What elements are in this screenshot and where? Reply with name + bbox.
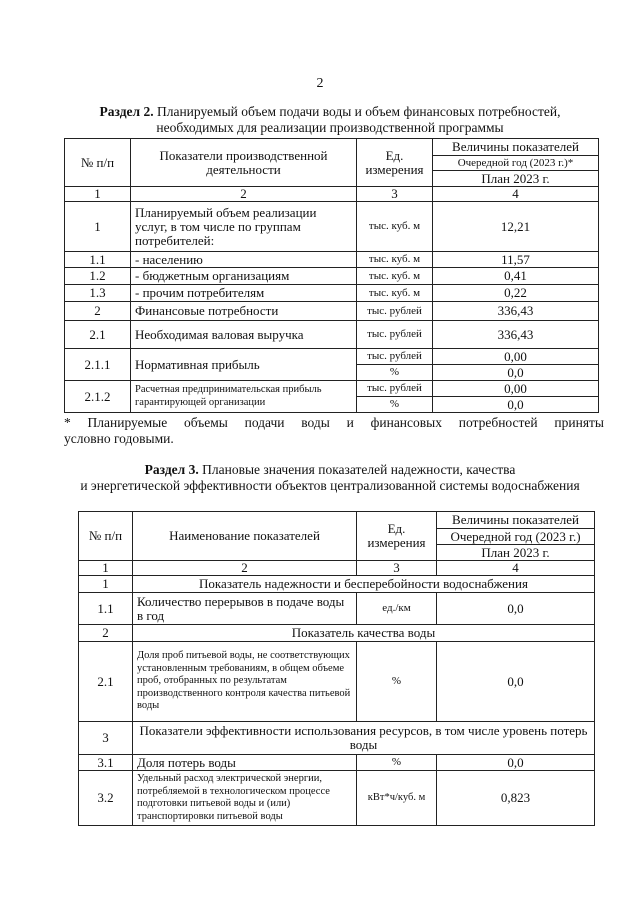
row-unit: кВт*ч/куб. м [357,771,437,826]
row-value: 0,00 [433,381,599,397]
table-row [65,302,599,321]
row-unit: % [357,397,433,413]
row-num: 2.1.1 [65,349,131,381]
section2-table [64,138,599,413]
row-num: 3.2 [79,771,133,826]
row-name: - прочим потребителям [131,285,357,302]
group-num: 1 [79,576,133,593]
footnote-line2: условно годовыми. [64,431,174,446]
row-value: 0,0 [433,397,599,413]
row-unit: тыс. рублей [357,349,433,365]
group-num: 2 [79,625,133,642]
row-value: 0,0 [437,755,595,771]
s3-head-plan: План 2023 г. [437,545,595,561]
section2-title-line1: Планируемый объем подачи воды и объем финансовых потребностей, [153,104,561,119]
row-name: - бюджетным организациям [131,268,357,285]
row-value: 0,0 [433,365,599,381]
row-unit: ед./км [357,593,437,625]
section3-table [78,511,595,826]
table-row [65,202,599,252]
table-row [65,321,599,349]
s2-head-unit: Ед. измерения [357,139,433,187]
row-num: 2.1 [79,642,133,722]
table-row [65,268,599,285]
row-value: 0,0 [437,642,595,722]
group-row [79,625,595,642]
table-row [65,252,599,268]
section2-title-line2: необходимых для реализации производственной программы [156,120,504,135]
section3-heading [50,462,610,494]
row-value: 0,00 [433,349,599,365]
row-unit: тыс. куб. м [357,285,433,302]
row-name: - населению [131,252,357,268]
s2-head-values: Величины показателей [433,139,599,156]
row-value: 0,22 [433,285,599,302]
s2-head-num: № п/п [65,139,131,187]
table-row [79,642,595,722]
section3-title-bold: Раздел 3. [144,462,199,477]
row-name: Удельный расход электрической энергии, потребляемой в технологическом процессе подготовки питьевой воды и (или) транспортировки питьевой воды [133,771,357,826]
row-unit: тыс. рублей [357,381,433,397]
row-num: 1.2 [65,268,131,285]
s3-head-next-year: Очередной год (2023 г.) [437,529,595,545]
page-number: 2 [316,76,324,91]
row-name: Доля потерь воды [133,755,357,771]
s3-head-num: № п/п [79,512,133,561]
row-unit: тыс. рублей [357,302,433,321]
group-title: Показатель качества воды [133,625,595,642]
table-row [65,349,599,365]
s3-head-unit: Ед. измерения [357,512,437,561]
row-value: 0,0 [437,593,595,625]
row-unit: % [357,365,433,381]
footnote-line1: * Планируемые объемы подачи воды и финансовых потребностей приняты [64,415,604,430]
row-num: 1.1 [65,252,131,268]
row-value: 0,823 [437,771,595,826]
row-name: Расчетная предпринимательская прибыль гарантирующей организации [131,381,357,413]
s2-head-plan: План 2023 г. [433,171,599,187]
row-num: 2.1 [65,321,131,349]
table-row [79,593,595,625]
row-name: Необходимая валовая выручка [131,321,357,349]
row-name: Финансовые потребности [131,302,357,321]
table-row [65,285,599,302]
row-unit: % [357,755,437,771]
row-num: 1.3 [65,285,131,302]
section3-title-line2: и энергетической эффективности объектов централизованной системы водоснабжения [80,478,580,493]
s3-head-values: Величины показателей [437,512,595,529]
group-title: Показатели эффективности использования ресурсов, в том числе уровень потерь воды [133,722,595,755]
s3-colnum-1: 1 [79,561,133,576]
row-num: 2 [65,302,131,321]
s2-colnum-2: 2 [131,187,357,202]
row-num: 2.1.2 [65,381,131,413]
group-title: Показатель надежности и бесперебойности водоснабжения [133,576,595,593]
row-name: Доля проб питьевой воды, не соответствующих установленным требованиям, в общем объеме проб, отобранных по результатам производственного контроля качества питьевой воды [133,642,357,722]
row-num: 3.1 [79,755,133,771]
row-unit: % [357,642,437,722]
row-unit: тыс. рублей [357,321,433,349]
row-name: Количество перерывов в подаче воды в год [133,593,357,625]
s3-head-indicator: Наименование показателей [133,512,357,561]
section2-heading [60,104,600,136]
row-unit: тыс. куб. м [357,252,433,268]
row-num: 1 [65,202,131,252]
group-row [79,722,595,755]
s3-colnum-4: 4 [437,561,595,576]
s2-colnum-3: 3 [357,187,433,202]
row-value: 336,43 [433,302,599,321]
group-num: 3 [79,722,133,755]
section2-footnote [64,415,604,447]
table-row [79,771,595,826]
s3-colnum-3: 3 [357,561,437,576]
group-row [79,576,595,593]
table-row [65,381,599,397]
s2-colnum-1: 1 [65,187,131,202]
section2-title-bold: Раздел 2. [99,104,154,119]
row-value: 12,21 [433,202,599,252]
s3-colnum-2: 2 [133,561,357,576]
row-unit: тыс. куб. м [357,268,433,285]
row-value: 0,41 [433,268,599,285]
row-value: 336,43 [433,321,599,349]
s2-head-indicator: Показатели производственной деятельности [131,139,357,187]
s2-colnum-4: 4 [433,187,599,202]
section3-title-line1: Плановые значения показателей надежности, качества [198,462,516,477]
row-name: Нормативная прибыль [131,349,357,381]
s2-head-next-year: Очередной год (2023 г.)* [433,156,599,171]
row-value: 11,57 [433,252,599,268]
row-unit: тыс. куб. м [357,202,433,252]
table-row [79,755,595,771]
row-name: Планируемый объем реализации услуг, в том числе по группам потребителей: [131,202,357,252]
row-num: 1.1 [79,593,133,625]
